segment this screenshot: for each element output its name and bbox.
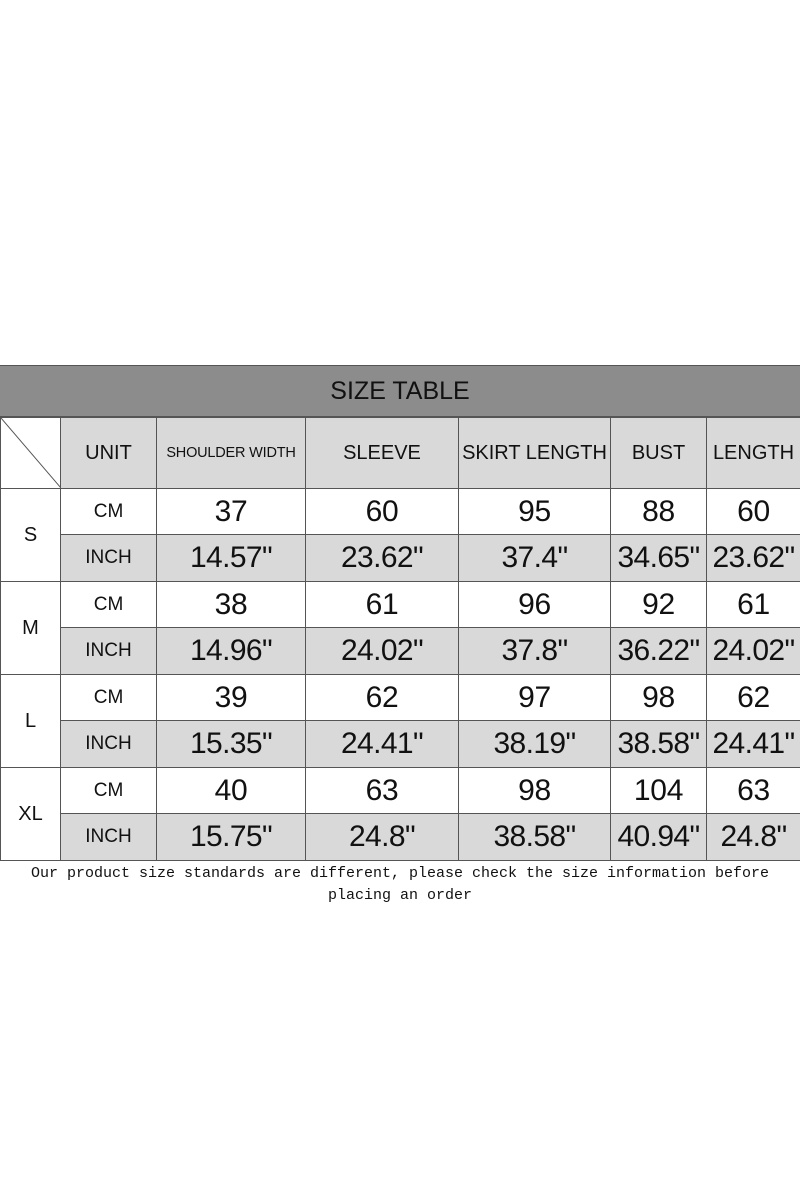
size-label: S bbox=[1, 489, 61, 582]
sleeve-value: 24.41" bbox=[306, 721, 459, 768]
length-value: 24.8" bbox=[707, 814, 800, 861]
bust-value: 104 bbox=[611, 768, 707, 814]
header-sleeve: SLEEVE bbox=[306, 418, 459, 489]
diagonal-divider-icon bbox=[1, 418, 61, 488]
sleeve-value: 62 bbox=[306, 675, 459, 721]
size-chart bbox=[0, 365, 800, 907]
sleeve-value: 61 bbox=[306, 582, 459, 628]
shoulder-width-value: 15.35" bbox=[157, 721, 306, 768]
bust-value: 92 bbox=[611, 582, 707, 628]
table-row bbox=[1, 814, 800, 861]
table-row bbox=[1, 582, 800, 628]
shoulder-width-value: 14.96" bbox=[157, 628, 306, 675]
unit-cell: INCH bbox=[61, 535, 157, 582]
skirt-length-value: 95 bbox=[459, 489, 611, 535]
shoulder-width-value: 15.75" bbox=[157, 814, 306, 861]
table-row bbox=[1, 721, 800, 768]
unit-cell: INCH bbox=[61, 814, 157, 861]
sleeve-value: 24.02" bbox=[306, 628, 459, 675]
unit-cell: INCH bbox=[61, 721, 157, 768]
table-row bbox=[1, 535, 800, 582]
size-disclaimer-note: Our product size standards are different, please check the size information before placing an order bbox=[30, 865, 770, 904]
length-value: 63 bbox=[707, 768, 800, 814]
shoulder-width-value: 37 bbox=[157, 489, 306, 535]
table-row bbox=[1, 675, 800, 721]
table-row bbox=[1, 489, 800, 535]
bust-value: 34.65" bbox=[611, 535, 707, 582]
length-value: 62 bbox=[707, 675, 800, 721]
unit-cell: INCH bbox=[61, 628, 157, 675]
size-label: L bbox=[1, 675, 61, 768]
length-value: 24.41" bbox=[707, 721, 800, 768]
shoulder-width-value: 39 bbox=[157, 675, 306, 721]
sleeve-value: 23.62" bbox=[306, 535, 459, 582]
skirt-length-value: 38.19" bbox=[459, 721, 611, 768]
length-value: 24.02" bbox=[707, 628, 800, 675]
length-value: 23.62" bbox=[707, 535, 800, 582]
bust-value: 98 bbox=[611, 675, 707, 721]
header-length: LENGTH bbox=[707, 418, 800, 489]
length-value: 60 bbox=[707, 489, 800, 535]
size-table bbox=[0, 417, 800, 861]
unit-cell: CM bbox=[61, 489, 157, 535]
header-skirt-length: SKIRT LENGTH bbox=[459, 418, 611, 489]
shoulder-width-value: 38 bbox=[157, 582, 306, 628]
size-table-title: SIZE TABLE bbox=[0, 365, 800, 417]
bust-value: 88 bbox=[611, 489, 707, 535]
header-shoulder-width: SHOULDER WIDTH bbox=[157, 418, 306, 489]
header-bust: BUST bbox=[611, 418, 707, 489]
skirt-length-value: 37.8" bbox=[459, 628, 611, 675]
sleeve-value: 60 bbox=[306, 489, 459, 535]
table-row bbox=[1, 628, 800, 675]
table-row bbox=[1, 768, 800, 814]
skirt-length-value: 37.4" bbox=[459, 535, 611, 582]
shoulder-width-value: 40 bbox=[157, 768, 306, 814]
skirt-length-value: 96 bbox=[459, 582, 611, 628]
sleeve-value: 24.8" bbox=[306, 814, 459, 861]
skirt-length-value: 97 bbox=[459, 675, 611, 721]
sleeve-value: 63 bbox=[306, 768, 459, 814]
shoulder-width-value: 14.57" bbox=[157, 535, 306, 582]
bust-value: 38.58" bbox=[611, 721, 707, 768]
unit-cell: CM bbox=[61, 582, 157, 628]
skirt-length-value: 38.58" bbox=[459, 814, 611, 861]
size-label: M bbox=[1, 582, 61, 675]
bust-value: 40.94" bbox=[611, 814, 707, 861]
header-row bbox=[1, 418, 800, 489]
skirt-length-value: 98 bbox=[459, 768, 611, 814]
length-value: 61 bbox=[707, 582, 800, 628]
size-label: XL bbox=[1, 768, 61, 861]
bust-value: 36.22" bbox=[611, 628, 707, 675]
unit-cell: CM bbox=[61, 768, 157, 814]
unit-cell: CM bbox=[61, 675, 157, 721]
header-unit: UNIT bbox=[61, 418, 157, 489]
corner-cell bbox=[1, 418, 61, 489]
